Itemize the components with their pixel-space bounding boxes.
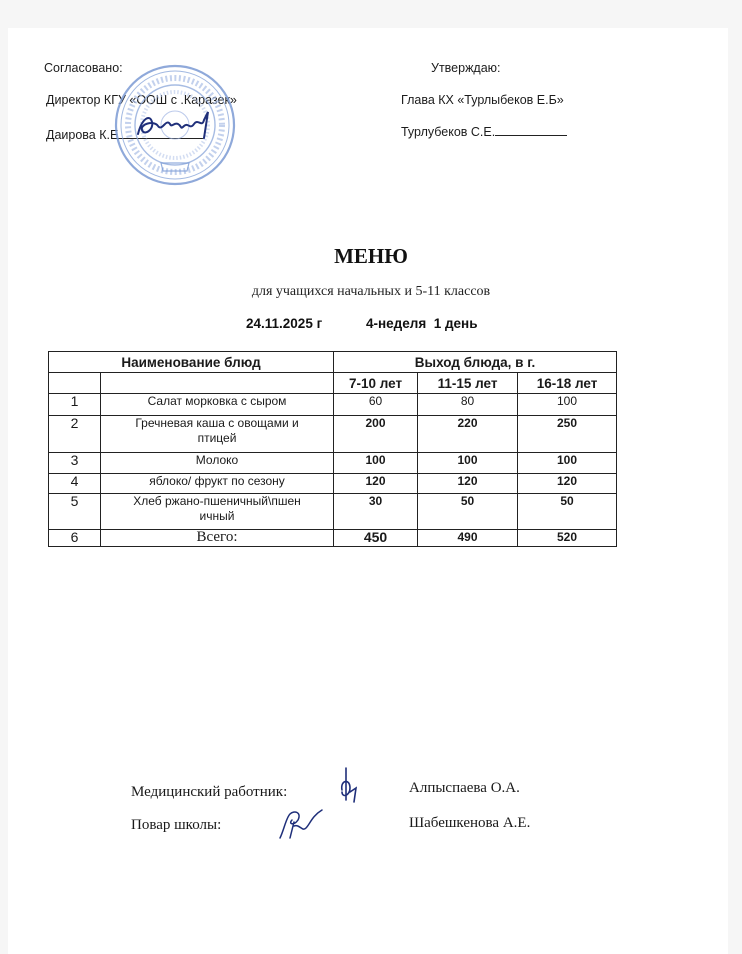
table-row	[49, 416, 617, 453]
dish-name: Хлеб ржано-пшеничный\пшеничный	[101, 494, 334, 530]
menu-date: 24.11.2025 г	[246, 316, 323, 331]
director-position: Директор КГУ «ООШ с .Каразек»	[46, 93, 237, 107]
portion-16-18: 100	[518, 453, 617, 474]
cook-name: Шабешкенова А.Е.	[409, 815, 531, 831]
portion-7-10: 100	[334, 453, 418, 474]
total-7-10: 450	[334, 530, 418, 547]
portion-7-10: 120	[334, 474, 418, 494]
dish-name: яблоко/ фрукт по сезону	[101, 474, 334, 494]
row-number: 6	[49, 530, 101, 547]
medic-name: Алпыспаева О.А.	[409, 780, 520, 796]
header-dish-name: Наименование блюд	[49, 352, 334, 373]
portion-7-10: 30	[334, 494, 418, 530]
table-row	[49, 453, 617, 474]
head-name	[401, 123, 567, 139]
portion-16-18: 100	[518, 394, 617, 416]
header-blank	[101, 373, 334, 394]
medic-signature-icon	[338, 766, 360, 806]
agreed-label: Согласовано:	[44, 61, 123, 75]
portion-11-15: 220	[418, 416, 518, 453]
table-row	[49, 474, 617, 494]
table-total-row	[49, 530, 617, 547]
portion-11-15: 50	[418, 494, 518, 530]
dish-name: Молоко	[101, 453, 334, 474]
menu-table	[48, 351, 617, 547]
row-number: 4	[49, 474, 101, 494]
approve-label: Утверждаю:	[431, 61, 501, 75]
portion-16-18: 250	[518, 416, 617, 453]
header-age-11-15: 11-15 лет	[418, 373, 518, 394]
row-number: 5	[49, 494, 101, 530]
header-age-16-18: 16-18 лет	[518, 373, 617, 394]
page-title: МЕНЮ	[334, 244, 408, 268]
director-signature-icon	[132, 108, 222, 144]
header-portion-output: Выход блюда, в г.	[334, 352, 617, 373]
head-position: Глава КХ «Турлыбеков Е.Б»	[401, 93, 564, 107]
row-number: 2	[49, 416, 101, 453]
cook-label: Повар школы:	[131, 817, 222, 833]
menu-week-day: 4-неделя 1 день	[366, 316, 478, 331]
portion-16-18: 50	[518, 494, 617, 530]
dish-name: Салат морковка с сыром	[101, 394, 334, 416]
portion-7-10: 200	[334, 416, 418, 453]
head-name-text: Турлубеков С.Е.	[401, 125, 496, 139]
total-11-15: 490	[418, 530, 518, 547]
portion-11-15: 120	[418, 474, 518, 494]
header-blank	[49, 373, 101, 394]
table-header-row	[49, 352, 617, 373]
row-number: 1	[49, 394, 101, 416]
director-name-text: Даирова К.Е	[46, 128, 119, 142]
portion-11-15: 80	[418, 394, 518, 416]
portion-11-15: 100	[418, 453, 518, 474]
portion-16-18: 120	[518, 474, 617, 494]
dish-name: Гречневая каша с овощами и птицей	[101, 416, 334, 453]
table-subheader-row	[49, 373, 617, 394]
portion-7-10: 60	[334, 394, 418, 416]
medic-label: Медицинский работник:	[131, 784, 288, 800]
table-row	[49, 394, 617, 416]
total-16-18: 520	[518, 530, 617, 547]
total-label: Всего:	[101, 530, 334, 547]
cook-signature-icon	[276, 808, 326, 842]
table-row	[49, 494, 617, 530]
header-age-7-10: 7-10 лет	[334, 373, 418, 394]
page-subtitle: для учащихся начальных и 5-11 классов	[251, 284, 491, 299]
row-number: 3	[49, 453, 101, 474]
signature-line	[495, 123, 567, 136]
